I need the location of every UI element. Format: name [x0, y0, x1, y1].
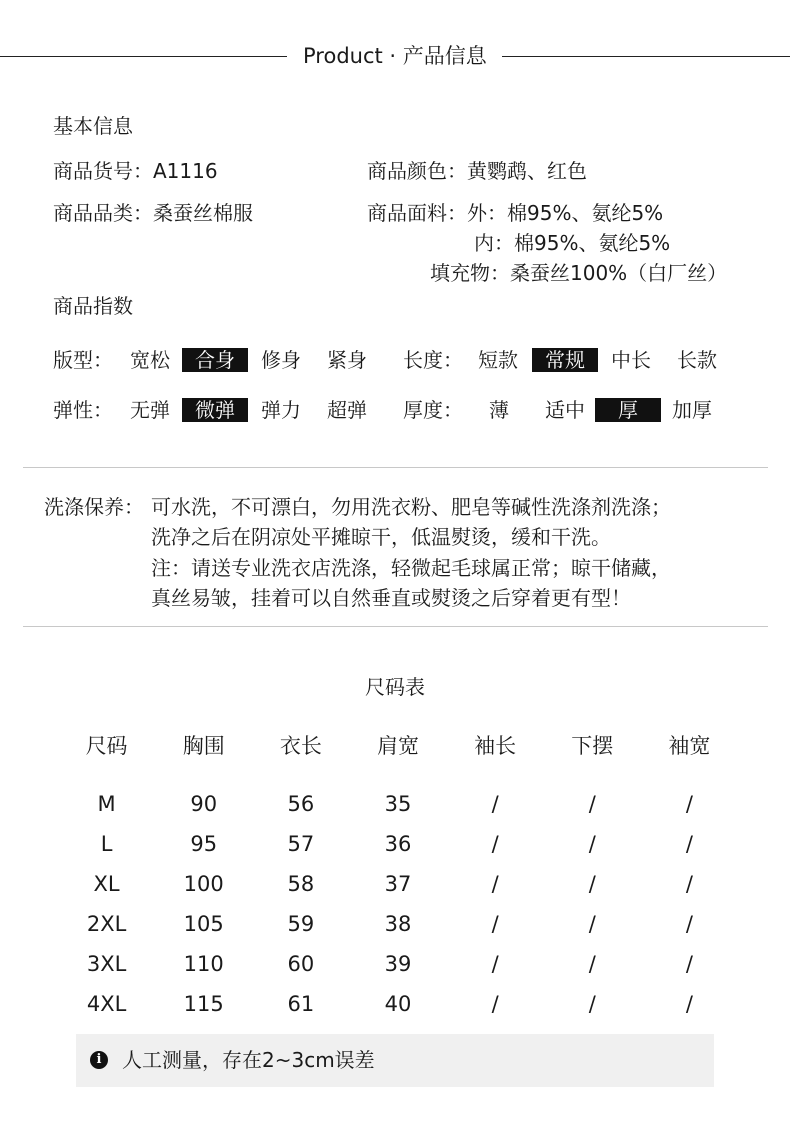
fit-option-regular-selected: 合身 [182, 348, 248, 372]
cell-shoulder: 39 [384, 952, 412, 976]
col-header-shoulder: 肩宽 [376, 734, 419, 758]
care-label: 洗涤保养： [44, 495, 144, 519]
cell-sleeve-width: / [685, 792, 693, 816]
cell-chest: 90 [190, 792, 218, 816]
cell-hem: / [588, 872, 596, 896]
measurement-note-text: 人工测量，存在2~3cm误差 [122, 1048, 375, 1072]
cell-sleeve-length: / [491, 792, 499, 816]
length-option-long: 长款 [677, 348, 717, 372]
cell-chest: 95 [190, 832, 218, 856]
cell-size: L [100, 832, 113, 856]
cell-hem: / [588, 792, 596, 816]
cell-size: 3XL [86, 952, 127, 976]
cell-shoulder: 36 [384, 832, 412, 856]
cell-sleeve-width: / [685, 832, 693, 856]
cell-size: M [97, 792, 116, 816]
table-row [58, 904, 738, 944]
care-line-1: 可水洗，不可漂白，勿用洗衣粉、肥皂等碱性洗涤剂洗涤； [151, 495, 671, 519]
elasticity-option-slight-selected: 微弹 [182, 398, 248, 422]
cell-length: 59 [287, 912, 315, 936]
cell-shoulder: 38 [384, 912, 412, 936]
table-row [58, 984, 738, 1024]
fabric-inner: 内：棉95%、氨纶5% [474, 231, 671, 255]
measurement-note [76, 1034, 714, 1087]
cell-length: 57 [287, 832, 315, 856]
cell-sleeve-width: / [685, 872, 693, 896]
cell-size: 2XL [86, 912, 127, 936]
length-option-regular-selected: 常规 [532, 348, 598, 372]
cell-shoulder: 40 [384, 992, 412, 1016]
thickness-option-extra-thick: 加厚 [672, 398, 712, 422]
product-index-heading: 商品指数 [53, 294, 133, 318]
cell-shoulder: 37 [384, 872, 412, 896]
cell-chest: 110 [183, 952, 224, 976]
cell-chest: 100 [183, 872, 224, 896]
cell-sleeve-width: / [685, 912, 693, 936]
table-row [58, 944, 738, 984]
cell-length: 56 [287, 792, 315, 816]
elasticity-option-stretch: 弹力 [261, 398, 301, 422]
header-rule-right [502, 56, 790, 57]
cell-hem: / [588, 912, 596, 936]
table-row [58, 824, 738, 864]
size-chart-header-row [58, 730, 738, 784]
thickness-label: 厚度： [403, 398, 463, 422]
cell-chest: 105 [183, 912, 224, 936]
cell-size: XL [93, 872, 120, 896]
item-category: 商品品类：桑蚕丝棉服 [53, 201, 253, 225]
col-header-chest: 胸围 [182, 734, 225, 758]
elasticity-option-super: 超弹 [327, 398, 367, 422]
cell-sleeve-length: / [491, 872, 499, 896]
fit-label: 版型： [53, 348, 113, 372]
fit-option-loose: 宽松 [130, 348, 170, 372]
cell-hem: / [588, 832, 596, 856]
fit-option-tight: 紧身 [327, 348, 367, 372]
col-header-sleeve-width: 袖宽 [668, 734, 711, 758]
elasticity-option-none: 无弹 [130, 398, 170, 422]
cell-length: 60 [287, 952, 315, 976]
basic-info-heading: 基本信息 [53, 114, 133, 138]
cell-hem: / [588, 952, 596, 976]
cell-length: 58 [287, 872, 315, 896]
size-chart-table [58, 730, 738, 1024]
length-label: 长度： [403, 348, 463, 372]
item-color: 商品颜色：黄鹦鹉、红色 [367, 159, 587, 183]
cell-hem: / [588, 992, 596, 1016]
thickness-option-thick-selected: 厚 [595, 398, 661, 422]
thickness-option-thin: 薄 [489, 398, 509, 422]
cell-length: 61 [287, 992, 315, 1016]
cell-chest: 115 [183, 992, 224, 1016]
table-row [58, 864, 738, 904]
cell-sleeve-length: / [491, 912, 499, 936]
page-title: Product · 产品信息 [303, 44, 487, 68]
care-line-3: 注：请送专业洗衣店洗涤，轻微起毛球属正常；晾干储藏， [151, 556, 671, 580]
divider-bottom [23, 626, 768, 627]
fabric-outer: 商品面料：外：棉95%、氨纶5% [367, 201, 664, 225]
cell-sleeve-length: / [491, 952, 499, 976]
cell-sleeve-width: / [685, 992, 693, 1016]
cell-shoulder: 35 [384, 792, 412, 816]
col-header-sleeve-length: 袖长 [474, 734, 517, 758]
col-header-length: 衣长 [279, 734, 322, 758]
care-line-2: 洗净之后在阴凉处平摊晾干，低温熨烫，缓和干洗。 [151, 525, 611, 549]
length-option-short: 短款 [478, 348, 518, 372]
cell-sleeve-width: / [685, 952, 693, 976]
cell-sleeve-length: / [491, 992, 499, 1016]
elasticity-label: 弹性： [53, 398, 113, 422]
col-header-hem: 下摆 [571, 734, 614, 758]
cell-sleeve-length: / [491, 832, 499, 856]
size-chart-title: 尺码表 [365, 675, 425, 699]
fit-option-slim: 修身 [261, 348, 301, 372]
divider-top [23, 467, 768, 468]
info-icon: i [90, 1051, 108, 1069]
thickness-option-medium: 适中 [545, 398, 585, 422]
item-number: 商品货号：A1116 [53, 159, 218, 183]
care-line-4: 真丝易皱，挂着可以自然垂直或熨烫之后穿着更有型！ [151, 586, 631, 610]
cell-size: 4XL [86, 992, 127, 1016]
col-header-size: 尺码 [85, 734, 128, 758]
length-option-mid: 中长 [611, 348, 651, 372]
filling: 填充物：桑蚕丝100%（白厂丝） [430, 261, 728, 285]
table-row [58, 784, 738, 824]
header-rule-left [0, 56, 287, 57]
